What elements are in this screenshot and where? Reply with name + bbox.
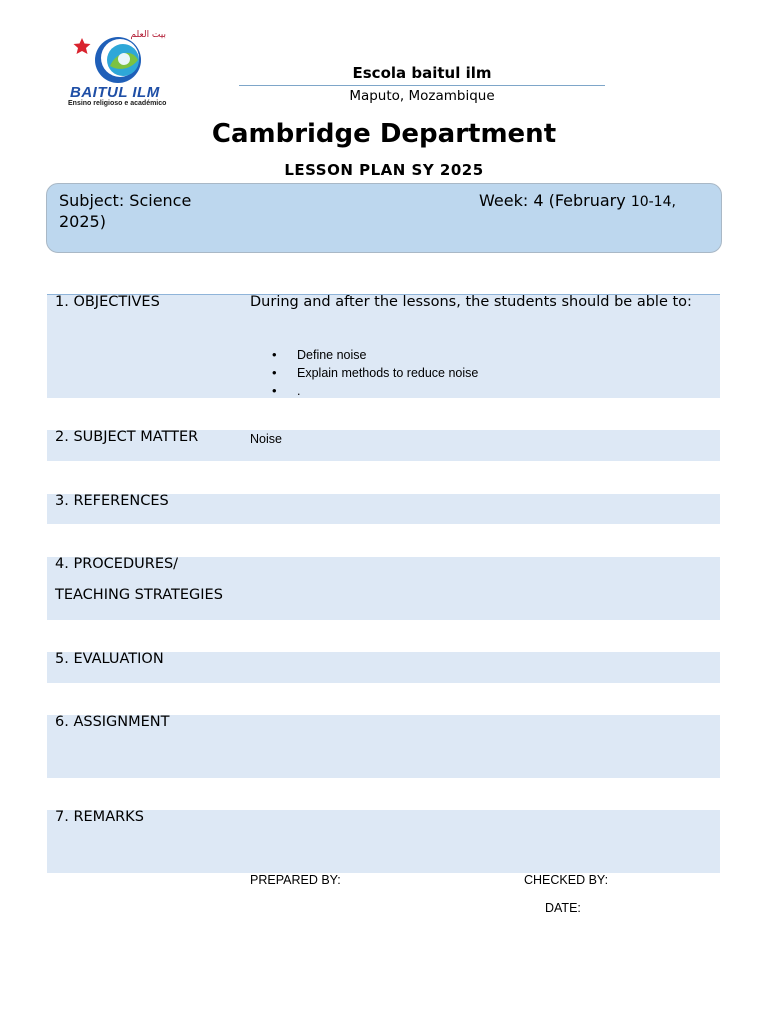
school-location: Maputo, Mozambique (349, 88, 495, 104)
objectives-intro: During and after the lessons, the students should be able to: (250, 294, 692, 310)
week-dates: 10-14, (630, 194, 676, 210)
teaching-strategies-label: TEACHING STRATEGIES (55, 587, 223, 603)
logo-arabic-text: بيت العلم (130, 30, 166, 40)
school-name: Escola baitul ilm (352, 64, 492, 82)
objectives-list (272, 346, 478, 400)
department-title: Cambridge Department (211, 119, 557, 149)
assignment-label: 6. ASSIGNMENT (55, 714, 170, 730)
procedures-label: 4. PROCEDURES/ (55, 556, 179, 572)
lesson-plan-title: LESSON PLAN SY 2025 (284, 161, 484, 179)
remarks-row (47, 810, 720, 873)
remarks-label: 7. REMARKS (55, 809, 144, 825)
week-year-text: 2025) (59, 212, 106, 231)
week-prefix: Week: 4 (February (479, 191, 631, 210)
prepared-by-label: PREPARED BY: (250, 873, 341, 887)
subject-text: Subject: Science (59, 191, 192, 210)
list-item: • Explain methods to reduce noise (272, 364, 478, 382)
school-logo (66, 30, 176, 110)
logo-tagline: Ensino religioso e académico (68, 100, 167, 107)
subject-matter-value: Noise (250, 432, 282, 446)
objectives-label: 1. OBJECTIVES (55, 294, 160, 310)
checked-by-label: CHECKED BY: (524, 873, 609, 887)
subject-matter-label: 2. SUBJECT MATTER (55, 429, 199, 445)
list-item: • Define noise (272, 346, 478, 364)
list-item: • . (272, 382, 478, 400)
logo-name-text: BAITUL ILM (70, 84, 160, 101)
references-label: 3. REFERENCES (55, 493, 169, 509)
header-divider (239, 85, 605, 86)
evaluation-label: 5. EVALUATION (55, 651, 164, 667)
week-text (479, 190, 676, 213)
date-label: DATE: (545, 901, 581, 915)
